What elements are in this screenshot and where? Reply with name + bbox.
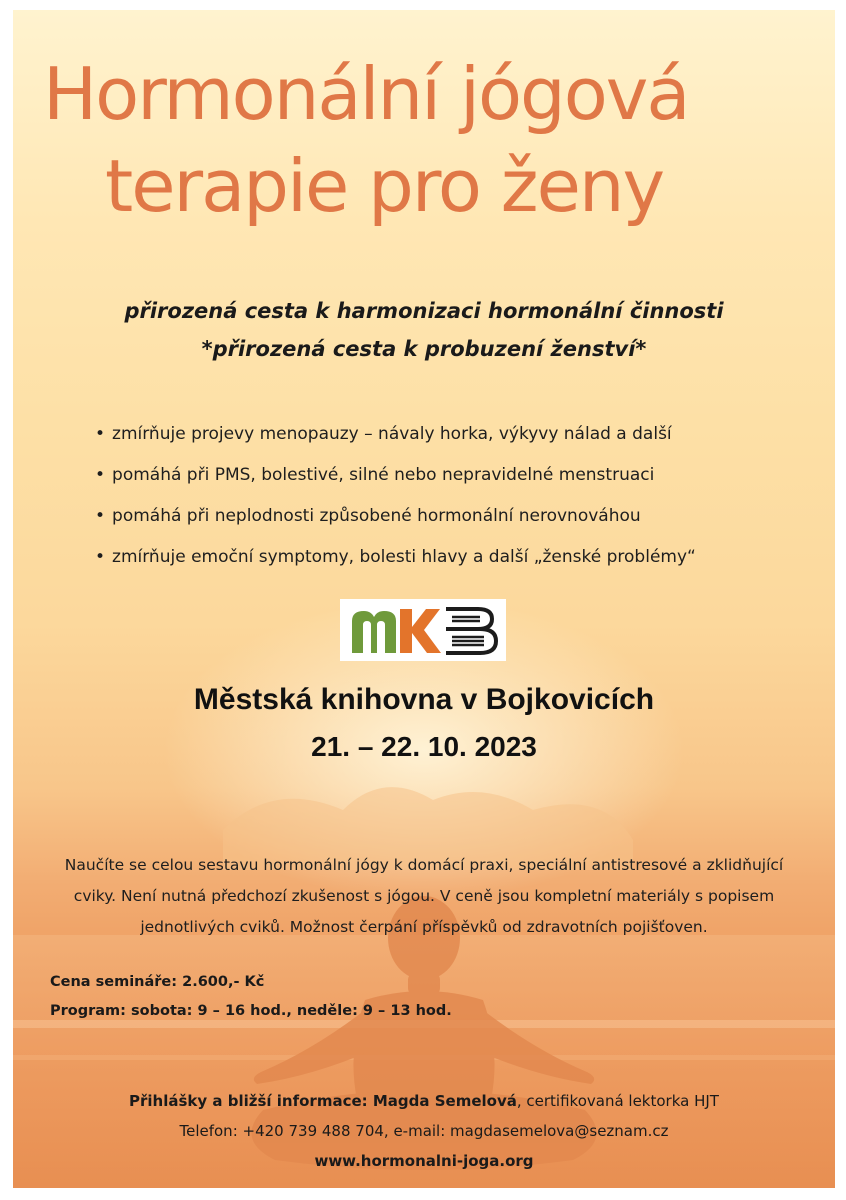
benefit-item: • pomáhá při neplodnosti způsobené hormonální nerovnováhou: [95, 496, 696, 537]
description-line-3: jednotlivých cviků. Možnost čerpání příspěvků od zdravotních pojišťoven.: [140, 918, 708, 936]
poster-title: [39, 48, 829, 232]
subtitle-line-2: *přirozená cesta k probuzení ženství*: [201, 337, 647, 361]
benefits-list: [95, 414, 696, 578]
seminar-price: Cena semináře: 2.600,- Kč: [50, 974, 265, 990]
course-description: [33, 850, 815, 943]
registration-suffix: , certifikovaná lektorka HJT: [516, 1092, 719, 1110]
title-line-2: terapie pro ženy: [105, 144, 664, 228]
poster: [13, 10, 835, 1188]
mkb-logo-icon: [340, 599, 506, 661]
title-line-1: Hormonální jógová: [43, 52, 689, 136]
library-logo: [340, 599, 506, 661]
subtitle-line-1: přirozená cesta k harmonizaci hormonální činnosti: [124, 299, 724, 323]
description-line-1: Naučíte se celou sestavu hormonální jógy k domácí praxi, speciální antistresové a zklidňující: [64, 856, 784, 874]
description-line-2: cviky. Není nutná předchozí zkušenost s jógou. V ceně jsou kompletní materiály s popisem: [73, 887, 775, 905]
subtitle: [13, 292, 835, 368]
contact-info: [13, 1086, 835, 1176]
program-schedule: Program: sobota: 9 – 16 hod., neděle: 9 – 13 hod.: [50, 1003, 452, 1019]
website-link[interactable]: www.hormonalni-joga.org: [314, 1152, 534, 1170]
registration-line: [13, 1086, 835, 1116]
benefit-item: • zmírňuje emoční symptomy, bolesti hlavy a další „ženské problémy“: [95, 537, 696, 578]
phone-email: Telefon: +420 739 488 704, e-mail: magdasemelova@seznam.cz: [179, 1122, 669, 1140]
venue-name: Městská knihovna v Bojkovicích: [193, 683, 655, 716]
registration-label: Přihlášky a bližší informace: Magda Semelová: [129, 1092, 517, 1110]
benefit-item: • pomáhá při PMS, bolestivé, silné nebo nepravidelné menstruaci: [95, 455, 696, 496]
event-dates: 21. – 22. 10. 2023: [311, 731, 537, 762]
benefit-item: • zmírňuje projevy menopauzy – návaly horka, výkyvy nálad a další: [95, 414, 696, 455]
